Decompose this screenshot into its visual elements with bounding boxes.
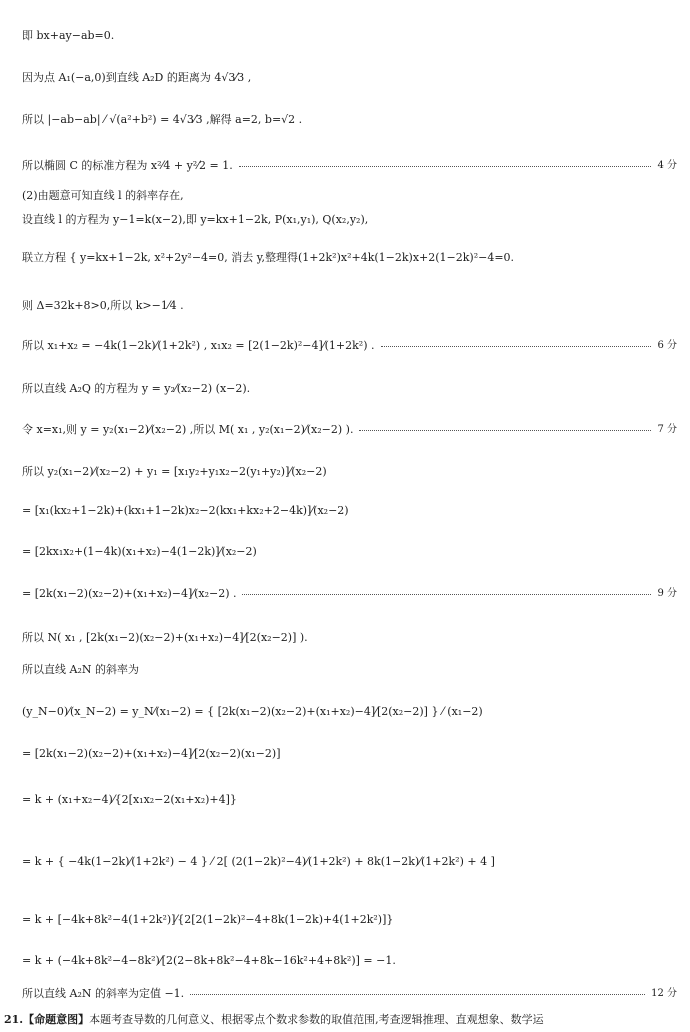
intent-text: 本题考查导数的几何意义、根据零点个数求参数的取值范围,考查逻辑推理、直观想象、数学运 <box>89 1013 544 1026</box>
dotted-leader <box>242 593 651 595</box>
solution-line <box>22 114 677 125</box>
solution-text: = [2k(x₁−2)(x₂−2)+(x₁+x₂)−4]⁄[2(x₂−2)(x₁−2)] <box>22 747 281 760</box>
solution-line <box>22 988 677 999</box>
solution-text: 所以直线 A₂N 的斜率为 <box>22 663 139 676</box>
solution-text: = [2kx₁x₂+(1−4k)(x₁+x₂)−4(1−2k)]⁄(x₂−2) <box>22 545 257 558</box>
question-21-intent <box>4 1014 690 1025</box>
solution-text: 即 bx+ay−ab=0. <box>22 29 115 42</box>
solution-text: 所以 N( x₁ , [2k(x₁−2)(x₂−2)+(x₁+x₂)−4]⁄[2(x₂−2)] ). <box>22 631 308 644</box>
solution-text: 所以 |−ab−ab| ⁄ √(a²+b²) = 4√3⁄3 ,解得 a=2, b=√2 . <box>22 113 303 126</box>
solution-text: = k + { −4k(1−2k)⁄(1+2k²) − 4 } ⁄ 2[ (2(1−2k)²−4)⁄(1+2k²) + 8k(1−2k)⁄(1+2k²) + 4 ] <box>22 855 495 868</box>
solution-line <box>22 340 677 351</box>
solution-line <box>22 664 677 675</box>
score-mark: 6 分 <box>657 339 677 351</box>
score-mark: 12 分 <box>651 987 677 999</box>
solution-line <box>22 252 677 263</box>
solution-line <box>22 383 677 394</box>
solution-line <box>22 914 677 925</box>
solution-text: 所以椭圆 C 的标准方程为 x²⁄4 + y²⁄2 = 1. <box>22 159 233 172</box>
solution-line <box>22 160 677 171</box>
solution-text: 设直线 l 的方程为 y−1=k(x−2),即 y=kx+1−2k, P(x₁,y₁), Q(x₂,y₂), <box>22 213 369 226</box>
solution-text: = [x₁(kx₂+1−2k)+(kx₁+1−2k)x₂−2(kx₁+kx₂+2−4k)]⁄(x₂−2) <box>22 504 349 517</box>
solution-line <box>22 748 677 759</box>
dotted-leader <box>239 165 652 167</box>
solution-line <box>22 505 677 516</box>
solution-line <box>22 546 677 557</box>
solution-line <box>22 214 677 225</box>
dotted-leader <box>359 429 651 431</box>
solution-text: 所以直线 A₂N 的斜率为定值 −1. <box>22 987 185 1000</box>
solution-text: 所以 x₁+x₂ = −4k(1−2k)⁄(1+2k²) , x₁x₂ = [2(1−2k)²−4]⁄(1+2k²) . <box>22 339 375 352</box>
solution-text: 令 x=x₁,则 y = y₂(x₁−2)⁄(x₂−2) ,所以 M( x₁ , y₂(x₁−2)⁄(x₂−2) ). <box>22 423 354 436</box>
solution-text: 则 Δ=32k+8>0,所以 k>−1⁄4 . <box>22 299 184 312</box>
dotted-leader <box>190 993 645 995</box>
solution-text: 所以直线 A₂Q 的方程为 y = y₂⁄(x₂−2) (x−2). <box>22 382 251 395</box>
solution-text: = k + (x₁+x₂−4)⁄{2[x₁x₂−2(x₁+x₂)+4]} <box>22 793 237 806</box>
intent-tag: 21.【命题意图】 <box>4 1013 90 1026</box>
solution-line <box>22 190 677 201</box>
solution-text: = k + [−4k+8k²−4(1+2k²)]⁄{2[2(1−2k)²−4+8k(1−2k)+4(1+2k²)]} <box>22 913 394 926</box>
solution-text: = k + (−4k+8k²−4−8k²)⁄[2(2−8k+8k²−4+8k−16k²+4+8k²)] = −1. <box>22 954 396 967</box>
solution-line <box>22 588 677 599</box>
solution-line <box>22 794 677 805</box>
score-mark: 7 分 <box>657 423 677 435</box>
solution-text: (2)由题意可知直线 l 的斜率存在, <box>22 189 184 202</box>
score-mark: 9 分 <box>657 587 677 599</box>
solution-line <box>22 300 677 311</box>
solution-line <box>22 466 677 477</box>
solution-line <box>22 30 677 41</box>
solution-line <box>22 706 677 717</box>
solution-text: 所以 y₂(x₁−2)⁄(x₂−2) + y₁ = [x₁y₂+y₁x₂−2(y₁+y₂)]⁄(x₂−2) <box>22 465 327 478</box>
solution-text: 联立方程 { y=kx+1−2k, x²+2y²−4=0, 消去 y,整理得(1+2k²)x²+4k(1−2k)x+2(1−2k)²−4=0. <box>22 251 515 264</box>
solution-line <box>22 955 677 966</box>
solution-text: (y_N−0)⁄(x_N−2) = y_N⁄(x₁−2) = { [2k(x₁−2)(x₂−2)+(x₁+x₂)−4]⁄[2(x₂−2)] } ⁄ (x₁−2) <box>22 705 483 718</box>
solution-line <box>22 632 677 643</box>
score-mark: 4 分 <box>657 159 677 171</box>
solution-line <box>22 856 677 867</box>
solution-line <box>22 424 677 435</box>
dotted-leader <box>381 345 652 347</box>
solution-text: = [2k(x₁−2)(x₂−2)+(x₁+x₂)−4]⁄(x₂−2) . <box>22 587 237 600</box>
solution-text: 因为点 A₁(−a,0)到直线 A₂D 的距离为 4√3⁄3 , <box>22 71 252 84</box>
solution-line <box>22 72 677 83</box>
